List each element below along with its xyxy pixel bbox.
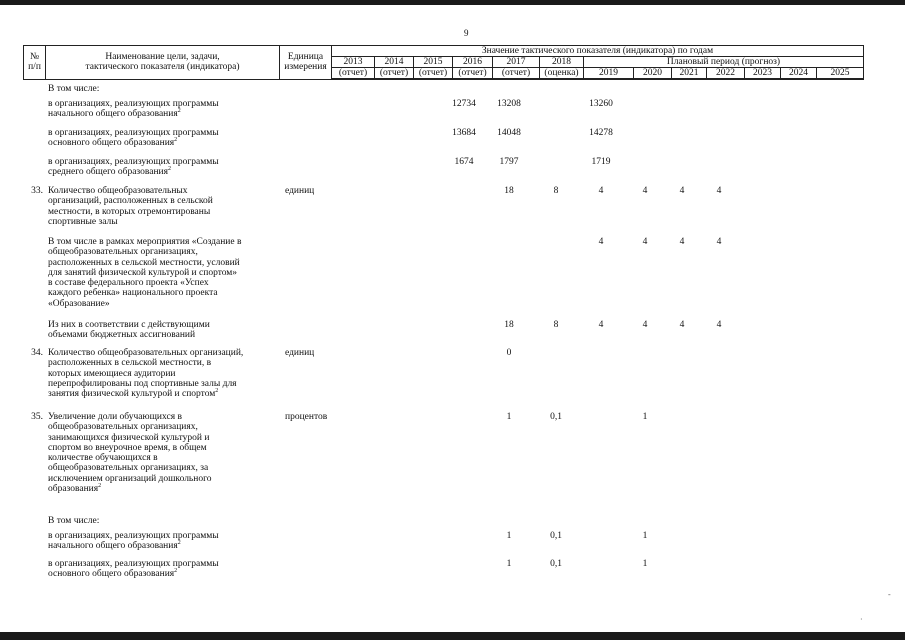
header-year-note: (отчет) [493,68,540,80]
value-cell-2017: 1797 [499,157,519,167]
header-planned-year: 2019 [584,68,634,80]
header-year-note: (оценка) [540,68,584,80]
header-planned-year: 2025 [817,68,864,80]
row-unit: единиц [285,186,315,196]
value-cell-2017: 1 [506,559,512,569]
header-group-title: Значение тактического показателя (индикатора) по годам [332,46,864,57]
footnote-mark: 2 [168,166,171,173]
footnote-mark: 2 [174,568,178,575]
value-cell-2017: 18 [504,320,514,330]
header-year: 2014 [375,57,414,68]
header-year: 2018 [540,57,584,68]
value-cell-2017: 1 [506,531,512,541]
row-name: Количество общеобразовательных организаций, расположенных в сельской местности, в которых отремонтированы спортивные залы [48,186,213,227]
value-cell-2016: 13684 [452,128,476,138]
value-cell-2019: 14278 [589,128,613,138]
row-name: Количество общеобразовательных организаций, расположенных в сельской местности, в которых имеющиеся аудитории перепрофилированы под спортивные залы для занятия физической культурой и спортом$^2$ [48,348,244,400]
value-cell-2017: 14048 [497,128,521,138]
value-cell-2018: 0,1 [550,559,562,569]
header-year-note: (отчет) [332,68,375,80]
row-name: в организациях, реализующих программы начального общего образования$^2$ [48,531,219,552]
value-cell-2020: 1 [642,412,648,422]
header-year: 2015 [414,57,453,68]
row-name: В том числе в рамках мероприятия «Создание в общеобразовательных организациях, расположенных в сельской местности, условий для занятий физической культурой и спортом» в составе федерального проекта «Успех каждого ребенка» национального проекта «Образование» [48,237,242,309]
value-cell-2017: 0 [506,348,512,358]
value-cell-2018: 8 [553,320,559,330]
footnote-mark: 2 [174,137,178,144]
header-planned-year: 2020 [634,68,672,80]
value-cell-2019: 4 [598,320,604,330]
row-name: В том числе: [48,516,100,526]
header-planned-year: 2022 [707,68,745,80]
page-number: 9 [464,28,469,38]
value-cell-2021: 4 [679,320,685,330]
row-number: 33. [31,186,43,196]
header-number: № п/п [24,46,46,80]
value-cell-2020: 1 [642,559,648,569]
value-cell-2020: 1 [642,531,648,541]
row-unit: процентов [285,412,328,422]
row-number: 34. [31,348,43,358]
header-year: 2013 [332,57,375,68]
value-cell-2017: 1 [506,412,512,422]
header-table [23,45,864,80]
value-cell-2019: 4 [598,186,604,196]
row-name: Из них в соответствии с действующими объемами бюджетных ассигнований [48,320,210,341]
value-cell-2018: 0,1 [550,412,562,422]
scan-mark: - [888,590,891,599]
row-name: в организациях, реализующих программы среднего общего образования$^2$ [48,157,219,178]
row-unit: единиц [285,348,315,358]
header-planned-year: 2023 [745,68,781,80]
value-cell-2019: 4 [598,237,604,247]
value-cell-2018: 8 [553,186,559,196]
row-number: 35. [31,412,43,422]
header-unit: Единица измерения [280,46,332,80]
value-cell-2022: 4 [716,320,722,330]
value-cell-2021: 4 [679,237,685,247]
header-year-note: (отчет) [414,68,453,80]
row-name: Увеличение доли обучающихся в общеобразовательных организациях, занимающихся физической культурой и спортом во внеурочное время, в общем количестве обучающихся в общеобразовательных организациях, за исключением организаций дошкольного образования$^2$ [48,412,212,495]
footnote-mark: 2 [177,108,181,115]
value-cell-2019: 13260 [589,99,613,109]
header-planned-year: 2024 [781,68,817,80]
footnote-mark: 2 [98,482,102,489]
value-cell-2022: 4 [716,237,722,247]
bottom-border [0,632,905,640]
row-name: в организациях, реализующих программы начального общего образования$^2$ [48,99,219,120]
row-name: в организациях, реализующих программы основного общего образования$^2$ [48,128,219,149]
footnote-mark: 2 [215,388,219,395]
top-border [0,0,905,5]
header-year-note: (отчет) [453,68,493,80]
row-name: в организациях, реализующих программы основного общего образования$^2$ [48,559,219,580]
header-year: 2017 [493,57,540,68]
value-cell-2020: 4 [642,186,648,196]
value-cell-2019: 1719 [591,157,611,167]
value-cell-2017: 13208 [497,99,521,109]
scan-mark: · [860,615,863,624]
header-year-note: (отчет) [375,68,414,80]
value-cell-2020: 4 [642,237,648,247]
footnote-mark: 2 [177,540,181,547]
header-year: 2016 [453,57,493,68]
value-cell-2020: 4 [642,320,648,330]
header-name: Наименование цели, задачи, тактического показателя (индикатора) [46,46,280,80]
value-cell-2021: 4 [679,186,685,196]
header-planned-year: 2021 [672,68,707,80]
header-planned-title: Плановый период (прогноз) [584,57,864,68]
row-name: В том числе: [48,84,100,94]
value-cell-2016: 12734 [452,99,476,109]
value-cell-2017: 18 [504,186,514,196]
value-cell-2016: 1674 [454,157,474,167]
value-cell-2022: 4 [716,186,722,196]
value-cell-2018: 0,1 [550,531,562,541]
